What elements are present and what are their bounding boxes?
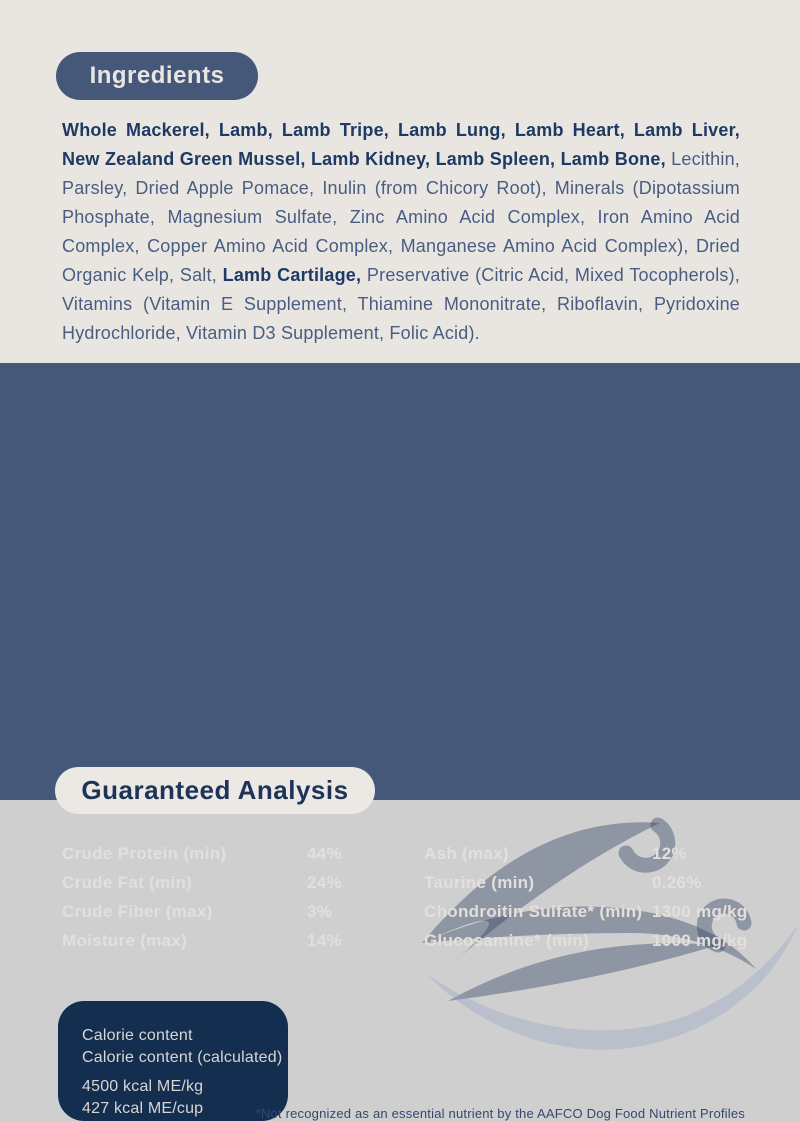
aafco-footnote: *Not recognized as an essential nutrient by the AAFCO Dog Food Nutrient Profiles <box>255 1106 745 1121</box>
ingredients-title: Ingredients <box>89 62 225 89</box>
ingredients-text <box>62 116 740 348</box>
analysis-row <box>62 839 392 868</box>
calorie-heading-line: Calorie content <box>82 1027 193 1044</box>
nutrient-label: Ash (max) <box>424 844 509 863</box>
nutrient-value: 1300 mg/kg <box>652 902 748 921</box>
nutrient-value: 3% <box>307 902 333 921</box>
ingredient-segment: Preservative (Citric Acid, Mixed Tocopherols), Vitamins (Vitamin E Supplement, Thiamine Mononitrate, Riboflavin, Pyridoxine Hydrochloride, Vitamin D3 Supplement, Folic Acid). <box>62 265 740 343</box>
nutrient-value: 0.26% <box>652 873 702 892</box>
nutrient-value: 44% <box>307 844 342 863</box>
nutrient-value: 12% <box>652 844 687 863</box>
calorie-value-line: 427 kcal ME/cup <box>82 1100 204 1117</box>
nutrient-label: Moisture (max) <box>62 931 188 950</box>
guaranteed-analysis-title-pill <box>55 767 375 814</box>
ingredients-title-pill <box>56 52 258 100</box>
calorie-content-box <box>58 1001 288 1121</box>
ingredient-segment-bold: Lamb Cartilage, <box>222 265 367 285</box>
nutrient-value: 1000 mg/kg <box>652 931 748 950</box>
nutrient-label: Crude Fat (min) <box>62 873 193 892</box>
calorie-value-line: 4500 kcal ME/kg <box>82 1078 204 1095</box>
analysis-row <box>62 897 392 926</box>
guaranteed-analysis-section <box>0 363 800 1121</box>
nutrient-label: Chondroitin Sulfate* (min) <box>424 902 643 921</box>
analysis-row <box>424 868 764 897</box>
calorie-heading-line: Calorie content (calculated) <box>82 1049 283 1066</box>
ingredient-segment: Lecithin, Parsley, Dried Apple Pomace, Inulin (from Chicory Root), Minerals (Dipotassium Phosphate, Magnesium Sulfate, Zinc Amino Acid Complex, Iron Amino Acid Complex, Copper Amino Acid Complex, Manganese Amino Acid Complex), Dried Organic Kelp, Salt, <box>62 149 740 285</box>
analysis-row <box>62 926 392 955</box>
analysis-row <box>424 897 764 926</box>
nutrient-value: 24% <box>307 873 342 892</box>
analysis-row <box>62 868 392 897</box>
nutrient-label: Crude Fiber (max) <box>62 902 213 921</box>
ingredients-section <box>0 0 800 363</box>
nutrient-value: 14% <box>307 931 342 950</box>
guaranteed-analysis-title: Guaranteed Analysis <box>81 775 349 805</box>
nutrient-label: Glucosamine* (min) <box>424 931 590 950</box>
nutrient-label: Taurine (min) <box>424 873 535 892</box>
analysis-row <box>424 839 764 868</box>
ingredient-segment-bold: Whole Mackerel, Lamb, Lamb Tripe, Lamb Lung, Lamb Heart, Lamb Liver, New Zealand Green Mussel, Lamb Kidney, Lamb Spleen, Lamb Bone, <box>62 120 740 169</box>
nutrient-label: Crude Protein (min) <box>62 844 227 863</box>
analysis-column-left <box>62 839 392 955</box>
analysis-column-right <box>424 839 764 955</box>
analysis-row <box>424 926 764 955</box>
